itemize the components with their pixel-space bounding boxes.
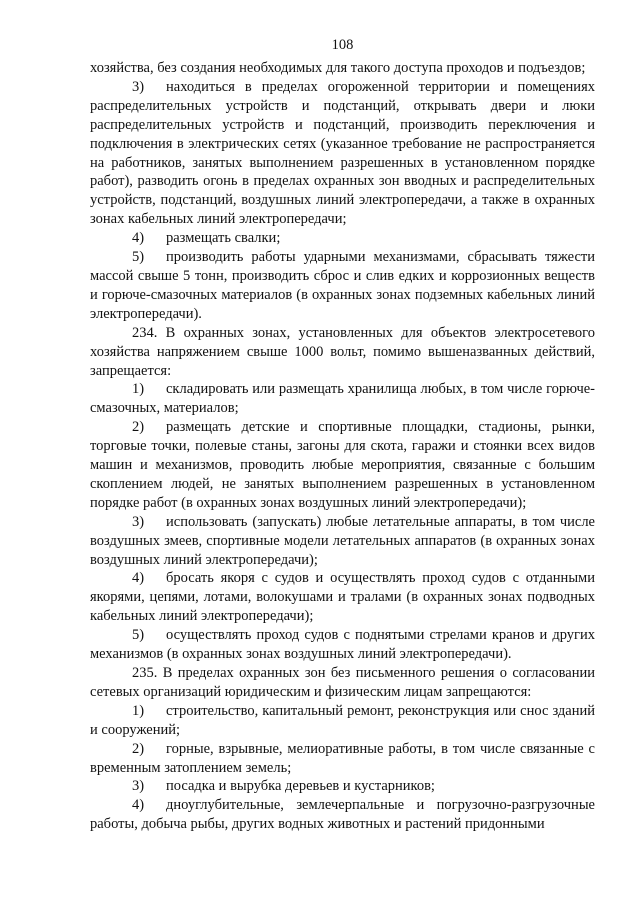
list-item-number: 2) bbox=[132, 740, 145, 757]
list-item-text: бросать якоря с судов и осуществлять проход судов с отданными якорями, цепями, лотами, волокушами и тралами (в охранных зонах подводных кабельных линий электропередачи); bbox=[90, 570, 595, 625]
list-item bbox=[90, 78, 595, 229]
list-item-number: 1) bbox=[132, 381, 145, 398]
numbered-clause bbox=[90, 324, 595, 381]
list-item-text: складировать или размещать хранилища любых, в том числе горюче-смазочных, материалов; bbox=[90, 381, 595, 417]
document-body bbox=[90, 59, 595, 834]
document-page bbox=[90, 36, 595, 834]
list-item-text: горные, взрывные, мелиоративные работы, в том числе связанные с временным затоплением земель; bbox=[90, 740, 595, 776]
paragraph-continuation bbox=[90, 59, 595, 78]
list-item bbox=[90, 702, 595, 740]
list-item bbox=[90, 626, 595, 664]
paragraph-text: хозяйства, без создания необходимых для такого доступа проходов и подъездов; bbox=[90, 60, 586, 76]
list-item-text: использовать (запускать) любые летательные аппараты, в том числе воздушных змеев, спортивные модели летательных аппаратов (в охранных зонах воздушных линий электропередачи); bbox=[90, 513, 595, 568]
list-item-text: производить работы ударными механизмами, сбрасывать тяжести массой свыше 5 тонн, производить сброс и слив едких и коррозионных веществ и горюче-смазочных материалов (в охранных зонах подземных кабельных линий электропередачи). bbox=[90, 249, 595, 322]
list-item-text: осуществлять проход судов с поднятыми стрелами кранов и других механизмов (в охранных зонах воздушных линий электропередачи). bbox=[90, 627, 595, 663]
clause-text: 234. В охранных зонах, установленных для объектов электросетевого хозяйства напряжением свыше 1000 вольт, помимо вышеназванных действий, запрещается: bbox=[90, 324, 595, 379]
list-item-number: 4) bbox=[132, 797, 145, 814]
list-item-number: 1) bbox=[132, 702, 145, 719]
numbered-clause bbox=[90, 664, 595, 702]
list-item-number: 3) bbox=[132, 778, 145, 795]
list-item-text: дноуглубительные, землечерпальные и погрузочно-разгрузочные работы, добыча рыбы, других водных животных и растений придонными bbox=[90, 797, 595, 833]
list-item-text: размещать свалки; bbox=[166, 230, 281, 247]
list-item-text: находиться в пределах огороженной территории и помещениях распределительных устройств и подстанций, открывать двери и люки распределительных устройств и подстанций, производить переключения и подключения в электрических сетях (указанное требование не распространяется на работников, занятых выполнением разрешенных в установленном порядке работ), разводить огонь в пределах охранных зон вводных и распределительных устройств, подстанций, воздушных линий электропередачи, а также в охранных зонах кабельных линий электропередачи; bbox=[90, 78, 595, 228]
list-item-number: 3) bbox=[132, 513, 145, 530]
list-item bbox=[90, 380, 595, 418]
list-item bbox=[90, 796, 595, 834]
list-item-number: 2) bbox=[132, 419, 145, 436]
page-number: 108 bbox=[331, 37, 354, 53]
list-item bbox=[90, 777, 595, 796]
list-item-number: 4) bbox=[132, 570, 145, 587]
list-item bbox=[90, 513, 595, 570]
list-item bbox=[90, 740, 595, 778]
list-item bbox=[90, 569, 595, 626]
list-item-number: 5) bbox=[132, 249, 145, 266]
list-item-text: размещать детские и спортивные площадки, стадионы, рынки, торговые точки, полевые станы, загоны для скота, гаражи и стоянки всех видов машин и механизмов, проводить любые мероприятия, связанные с большим скоплением людей, не занятых выполнением разрешенных в установленном порядке работ (в охранных зонах воздушных линий электропередачи); bbox=[90, 419, 595, 511]
list-item-number: 3) bbox=[132, 78, 145, 95]
list-item-number: 4) bbox=[132, 230, 145, 247]
list-item-text: посадка и вырубка деревьев и кустарников; bbox=[166, 778, 435, 795]
list-item bbox=[90, 418, 595, 513]
list-item bbox=[90, 229, 595, 248]
list-item-text: строительство, капитальный ремонт, реконструкция или снос зданий и сооружений; bbox=[90, 702, 595, 738]
list-item-number: 5) bbox=[132, 627, 145, 644]
clause-text: 235. В пределах охранных зон без письменного решения о согласовании сетевых организаций юридическим и физическим лицам запрещаются: bbox=[90, 665, 595, 700]
list-item bbox=[90, 248, 595, 324]
